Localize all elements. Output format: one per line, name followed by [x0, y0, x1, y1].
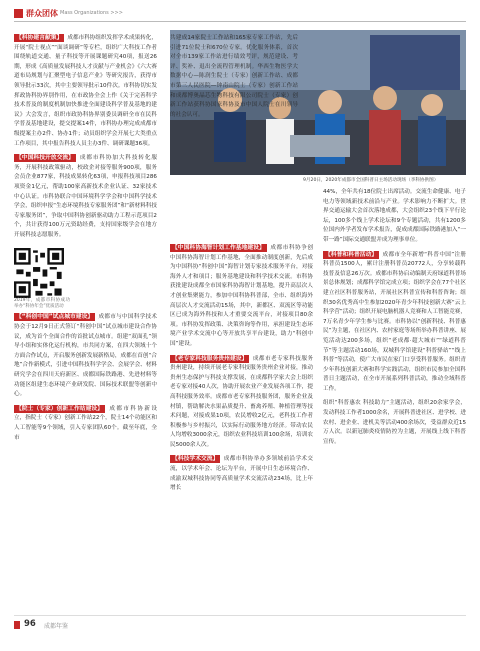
- article-body: 成都市科协争创中国科协海智计划工作基地，全面推动制度创新，先后成为中国科协“科创中国”海智计划专家技术服务平台，对接海外人才和项目；服务基地建设和科学技术交流。市科协获批建设成都全市国家科协海智计划基地，提升高层次人才创业集聚能力，参加中国科协科普部，全市、组织海外高层次人才交流活动15场，其中，新都区、双流区等功能区已成为海外科技和人才重要交流平台，对接项目80余项。市科协发挥政策、决策咨询等作用，承担建设生态环境产业学术交流中心等开放共享平台建设，助力“科创中国”建设。: [170, 245, 313, 347]
- page-footer: [14, 615, 466, 631]
- article-2-4: [170, 455, 313, 493]
- article-body: 44%，全年共有18位院士出席活动。交流生命健康、电子电力等领域新技术前沿与产业。学术影响力不断扩大。世界交通运输大会首次落地成都，大会组织23个线下平行论坛，100多个线上学术论坛和9个专题活动，共有1200多位国内外学者发布学术报告，促成成都国际铁路港加入“一带一路”国际交通联盟并成为理事单位。: [323, 189, 466, 243]
- article-heading: 【中国科协海智计划工作基地建设】: [172, 245, 265, 251]
- article-heading: 【院士（专家）创新工作站建设】: [16, 405, 103, 412]
- article-body: 成都市科协组织发挥学术成果转化，开展“院士视点”“面谈调研”等专栏，组织广大科技工作者围绕轨道交通、量子科技等开展课题研究40项，报送26期，形成《高质量发展科技人才贡献与产业机会》《六大赛道布局规划与汇聚型电子信息产业》等研究报告，获得市领导批示33次，其中主要领导批示10件次。市科协切实发挥政协科协界别作用，在市政协全会上作《关于完善科学技术普及的制度机制加快推进全面建设科学普及基地的建议》大会发言，组织市政协科协界别委员调研全市在民科学普及基地建设，提交提案14件，市科协办理完成成都市级提案主办2件、协办1件；动员组织学会开展七大类重点工作项目，其中报告科技人员主办3件、调研课题36项。: [14, 35, 157, 147]
- article-1-4: [14, 405, 157, 443]
- article-body: 共建成14家院士工作站和165家专家工作站，先后引进71位院士和670位专家。优化服务体系，首次对全市139家工作站进行绩效考评，规范建设、考评、奖补、退出全流程管理机制。华西生物医学大数据中心—陈润生院士（专家）创新工作站、成都市第三人民医院—钟南山院士（专家）创新工作站和成都博奥晶芯生物科技有限公司院士（专家）创新工作站获科协国家科协及市中国人院士在川领导的社会认可。: [170, 35, 298, 118]
- article-2-2: [170, 244, 313, 350]
- qr-caption: 2019年，成都市科协成功举办“科协年会”优质活动: [14, 298, 70, 310]
- article-heading: 【科技学术交流】: [172, 456, 219, 463]
- publication-name: 成都年鉴: [44, 623, 69, 630]
- section-title: 群众团体: [26, 9, 58, 18]
- article-2-3: [170, 355, 313, 451]
- photo-caption: 9月20日，2020年成都市全国科普日主场活动现场（李科协供图）: [303, 178, 439, 183]
- article-2-1: [170, 34, 298, 120]
- article-body: 成都市老专家科技服务贵州建设，持续开展老专家科技服务贵州企业对接，推动贵州生态保护与科技支撑发展，在成都科学家大会上组织老专家对接40人次，协助开展农业产业发展各项工作，提高科技服务效率。成都市老专家科技服务团，服务企业及村镇，帮助解决水果品质提升、畜禽养殖、种植管理等技术问题，对接成果10项，农民增收2亿元，老科技工作者积极参与乡村振兴，以实际行动服务地方经济。带动农民人均增收3000余元，组织农业科技培训100余场，培训农民5000余人次。: [170, 355, 313, 448]
- page-number: 96: [24, 619, 36, 629]
- article-heading: 【“科创中国”试点城市建设】: [16, 314, 94, 321]
- section-title-en: Mass Organizations >>>: [60, 10, 123, 16]
- article-body: 成都市与中国科学技术协会于12月9日正式签订“科创中国”试点城市建设合作协议，成为首个全面合作的首批试点城市。组建“双面孔”领导小组和实体化运行机构，市共同方案，在四大领域十个方面合作试点，开启服务创新发展新格局，成都在首创“合地”合作新模式，引进中国科技科学学会、会展学会、材料研究学会在四川天府新区、成都国际铁路港、先进材料等功能区组建生态环境产业研发院、国际技术联盟等创新中心。: [14, 314, 157, 398]
- qr-figure: [14, 248, 70, 310]
- article-heading: 【科协建言献策】: [16, 35, 63, 41]
- article-3-1: [323, 188, 466, 246]
- column-2-bottom: [170, 244, 313, 609]
- article-1-2: [14, 154, 157, 240]
- article-body: 成都市科协加大科技转化服务，开展科技政策驱动，校政企对接等服务900项，服务会员企业877家，科技成果转化63项，申报科技项目286项资金1亿元，帮助100家高新技术企业认证、32家技术中心认证。市科协联合中国环境科学学会和中国科学技术学会，组织申报“生态环境科技专家服务团”和“新材料科技专家服务团”，争取中国科协创新驱动助力工程示范项目2个，共计获得100万元资助经费，支持国家级学会在地方开展科技志愿服务。: [14, 155, 157, 238]
- article-1-1: [14, 34, 157, 149]
- article-heading: 【科普和科普活动】: [325, 251, 378, 258]
- footer-marker: [14, 621, 20, 629]
- article-body: 成都市全年新增“科普中国”注册科普员1500人，累计注册科普员20772人，分享转载科技普及信息26万次。成都市科协启动编制天府绿道科普场景总体规划；成都科学馆完成立项；组织学会在77个社区建立社区科普服务站，开展社区科普宣传和科普咨询；组织30名优秀高中生参加2020年青少年科技创新大赛“云上科学营”活动；组织开展电脑机器人竞赛和人工智能竞赛，7万名青少年学生参与比赛。市科协以“创新科技、科普惠民”为主题，在社区内、农村家庭等场所举办科普讲座、展览活动达200多场，组织“老成都·超大城市”“绿道科普节”等主题活动160场，双城科学馆建设“科普驿站”“线上科普”等活动，使广大市民在家门口享受科普服务。组织青少年科技创新大赛和科学实践活动，组织市民参加全国科普日主题活动，在全市开展系列科普活动，推动全域科普工作。: [323, 251, 466, 392]
- article-3-3: [323, 399, 466, 447]
- article-body: 成都市科协举办多领域前沿学术交流，以学术年会、论坛为平台，开展中日生态环境合作、成渝双城科技协同等高质量学术交流活动234场，比上年增长: [170, 456, 313, 492]
- article-heading: 【老专家科技服务贵州建设】: [172, 355, 248, 362]
- article-3-2: [323, 251, 466, 395]
- article-body: 组织“科普惠农 科技助力”主题活动，组织20余家学会，发动科技工作者1000余名，开展科普进社区、进学校、进农村、进企业、进机关等活动400余场次，受益群众近15万人次。以新冠肺炎疫情防控为主题，开展线上线下科普宣传。: [323, 400, 466, 445]
- page-header: [14, 8, 466, 22]
- article-body: 成都市科协新设立，指院士（专家）创新工作站22个，院士14个功能区和人工智能等9个领域，引入专家团队60个。截至年底，全市: [14, 405, 157, 441]
- section-marker: [14, 9, 23, 18]
- column-3: [323, 188, 466, 609]
- qr-code-image: [14, 248, 64, 298]
- column-2-top: [170, 34, 298, 199]
- column-1: [14, 34, 157, 609]
- article-heading: 【中国科技开放交流】: [16, 155, 74, 162]
